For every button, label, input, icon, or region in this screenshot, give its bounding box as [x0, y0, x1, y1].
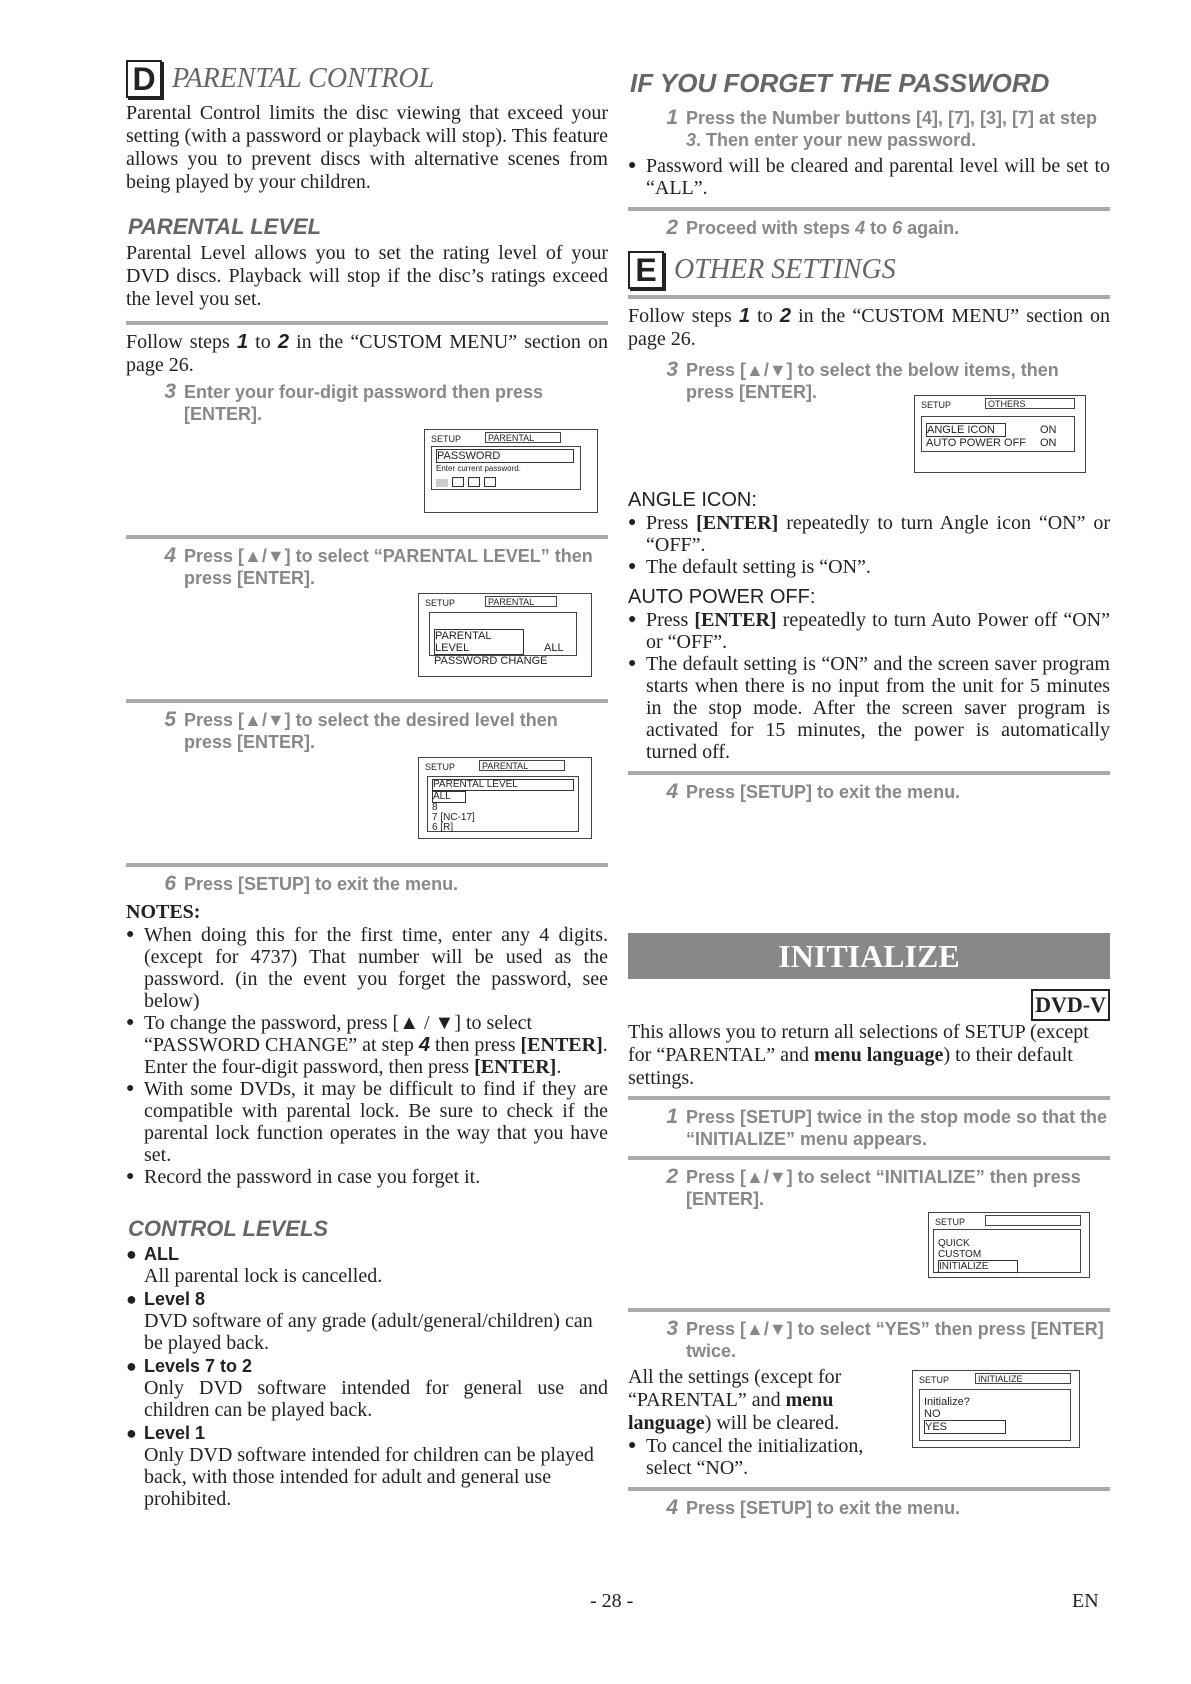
angle-bullet: ● The default setting is “ON”. [628, 556, 871, 578]
divider [126, 699, 608, 703]
forget-bullet: ● Password will be cleared and parental level will be set to “ALL”. [628, 155, 1110, 199]
init-after-text: All the settings (except for “PARENTAL” and menu language) will be cleared. [628, 1366, 842, 1434]
osd-others: SETUP OTHERS ANGLE ICON ON AUTO POWER OFF ON [914, 395, 1086, 473]
init-step-2: 2 Press [▲/▼] to select “INITIALIZE” then press [ENTER]. [666, 1165, 1081, 1209]
parental-step-5: 5 Press [▲/▼] to select the desired level then press [ENTER]. [164, 708, 558, 752]
divider [628, 295, 1110, 299]
level-item: ● Level 8 DVD software of any grade (adult/general/children) can be played back. [126, 1289, 593, 1354]
osd-initialize-confirm: SETUP INITIALIZE Initialize? NO YES [912, 1370, 1080, 1448]
initialize-banner: INITIALIZE [628, 933, 1110, 979]
parental-level-text: Parental Level allows you to set the rating level of your DVD discs. Playback will stop if the disc’s ratings exceed the level you set. [126, 242, 608, 310]
level-item: ● Level 1 Only DVD software intended for children can be played back, with those intended for adult and general use prohibited. [126, 1423, 594, 1510]
language-code: EN [1072, 1590, 1099, 1612]
section-letter-d: D [126, 60, 162, 98]
note-item: ● When doing this for the first time, enter any 4 digits. (except for 4737) That number will be used as the password. (in the event you forget the password, see below) [126, 924, 608, 1012]
section-letter-e: E [628, 251, 664, 289]
parental-step-4: 4 Press [▲/▼] to select “PARENTAL LEVEL” then press [ENTER]. [164, 544, 593, 588]
apo-bullet: ● Press [ENTER] repeatedly to turn Auto Power off “ON” or “OFF”. [628, 609, 1110, 653]
right-column [628, 60, 1110, 1523]
other-follow-steps: Follow steps 1 to 2 in the “CUSTOM MENU” section on page 26. [628, 305, 1111, 350]
divider [628, 1308, 1110, 1312]
other-settings-title: OTHER SETTINGS [674, 254, 896, 285]
init-step-1: 1 Press [SETUP] twice in the stop mode so that the “INITIALIZE” menu appears. [666, 1105, 1108, 1149]
parental-level-heading: PARENTAL LEVEL [128, 214, 322, 239]
osd-parental-level: SETUP PARENTAL PARENTAL LEVEL ALL PASSWORD CHANGE [418, 593, 592, 677]
auto-power-off-heading: AUTO POWER OFF: [628, 586, 816, 608]
other-step-4: 4 Press [SETUP] to exit the menu. [666, 780, 961, 803]
note-item: ● With some DVDs, it may be difficult to find if they are compatible with parental lock. Be sure to check if the parental lock function operates in the way that you have set. [126, 1078, 608, 1166]
other-settings-heading [628, 251, 1110, 289]
divider [126, 321, 608, 325]
parental-control-title: PARENTAL CONTROL [172, 63, 435, 94]
forget-step-1: 1 Press the Number buttons [4], [7], [3], [7] at step 3. Then enter your new password. [666, 106, 1098, 150]
note-item: ● Record the password in case you forget it. [126, 1166, 481, 1188]
init-cancel-bullet: ● To cancel the initialization, select “NO”. [628, 1435, 864, 1479]
notes-heading: NOTES: [126, 901, 201, 923]
level-item: ● ALL All parental lock is cancelled. [126, 1244, 383, 1287]
angle-icon-heading: ANGLE ICON: [628, 489, 757, 511]
divider [628, 1156, 1110, 1160]
divider [126, 535, 608, 539]
parental-control-heading [126, 60, 608, 98]
osd-initialize-menu: SETUP QUICK CUSTOM INITIALIZE [928, 1212, 1090, 1278]
forget-password-heading: IF YOU FORGET THE PASSWORD [630, 68, 1050, 98]
init-step-3: 3 Press [▲/▼] to select “YES” then press [ENTER] twice. [666, 1317, 1104, 1361]
control-levels-heading: CONTROL LEVELS [128, 1216, 329, 1241]
angle-bullet: ● Press [ENTER] repeatedly to turn Angle icon “ON” or “OFF”. [628, 512, 1111, 556]
follow-steps-text: Follow steps 1 to 2 in the “CUSTOM MENU” section on page 26. [126, 331, 609, 376]
divider [126, 863, 608, 867]
page-number: - 28 - [590, 1590, 634, 1612]
divider [628, 1487, 1110, 1491]
level-item: ● Levels 7 to 2 Only DVD software intended for general use and children can be played back. [126, 1356, 608, 1421]
other-step-3: 3 Press [▲/▼] to select the below items, then press [ENTER]. [666, 358, 1059, 402]
parental-step-3: 3 Enter your four-digit password then press [ENTER]. [164, 380, 544, 424]
divider [628, 1096, 1110, 1100]
divider [628, 207, 1110, 211]
note-item: ● To change the password, press [▲ / ▼] to select “PASSWORD CHANGE” at step 4 then press [ENTER]. Enter the four-digit password, then press [ENTER]. [126, 1012, 608, 1078]
init-step-4: 4 Press [SETUP] to exit the menu. [666, 1496, 961, 1519]
dvd-v-badge: DVD-V [1031, 989, 1110, 1021]
divider [628, 771, 1110, 775]
parental-step-6: 6 Press [SETUP] to exit the menu. [164, 872, 459, 895]
initialize-intro: This allows you to return all selections of SETUP (except for “PARENTAL” and menu language) to their default settings. [628, 1021, 1089, 1089]
osd-password: SETUP PARENTAL PASSWORD Enter current password. [424, 429, 598, 513]
parental-intro: Parental Control limits the disc viewing that exceed your setting (with a password or playback will stop). This feature allows you to prevent discs with alternative scenes from being played by your children. [126, 102, 608, 193]
osd-level-select: SETUP PARENTAL PARENTAL LEVEL ALL 8 7 [NC-17] 6 [R] [418, 757, 592, 839]
left-column [126, 60, 608, 1510]
forget-step-2: 2 Proceed with steps 4 to 6 again. [666, 216, 960, 239]
apo-bullet: ● The default setting is “ON” and the screen saver program starts when there is no input from the unit for 5 minutes in the stop mode. After the screen saver program is activated for 15 minutes, the power is automatically turned off. [628, 653, 1110, 763]
